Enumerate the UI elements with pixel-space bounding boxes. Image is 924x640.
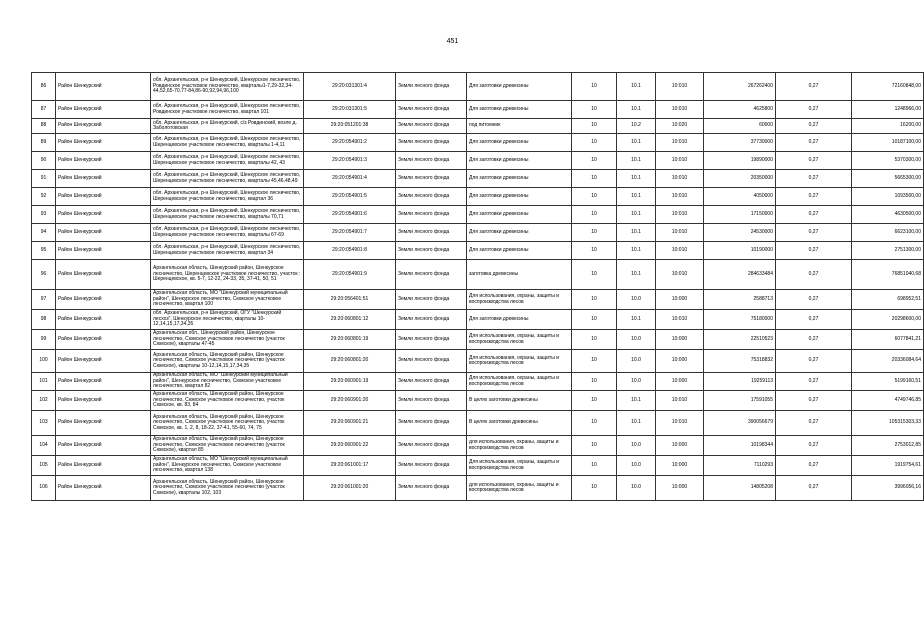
row-number: 88 <box>32 119 56 134</box>
subgroup-code-cell: 10.1 <box>617 101 656 119</box>
cadastral-value-cell: 20298600,00 <box>852 310 924 330</box>
rate-cell: 0,27 <box>776 310 852 330</box>
area-cell: 75318832 <box>704 350 776 373</box>
rate-cell: 0,27 <box>776 73 852 101</box>
permitted-use-cell: Для заготовки древесины <box>467 134 572 152</box>
permitted-use-cell: Для заготовки древесины <box>467 310 572 330</box>
area-cell: 14805208 <box>704 476 776 501</box>
row-number: 94 <box>32 224 56 242</box>
land-category-cell: Земли лесного фонда <box>396 119 467 134</box>
subgroup-code-cell: 10.0 <box>617 373 656 391</box>
use-code-cell: 10:010 <box>656 260 704 290</box>
cadastral-value-cell: 5199160,51 <box>852 373 924 391</box>
subgroup-code-cell: 10.1 <box>617 170 656 188</box>
address-cell: обл. Архангельская, р-н Шенкурский, Шенкурское лесничество, Шеренцевское участковое лесничество, кварталы 45,46,48,49 <box>151 170 304 188</box>
use-code-cell: 10:000 <box>656 436 704 456</box>
land-category-cell: Земли лесного фонда <box>396 290 467 310</box>
subgroup-code-cell: 10.1 <box>617 188 656 206</box>
row-number: 102 <box>32 391 56 411</box>
address-cell: Архангельская область, МО "Шенкурский муниципальный район", Шенкурское лесничество, Сюмское участковое лесничество, квартал 82 <box>151 373 304 391</box>
land-category-cell: Земли лесного фонда <box>396 224 467 242</box>
cadastral-value-cell: 76851040,68 <box>852 260 924 290</box>
group-code-cell: 10 <box>572 436 617 456</box>
row-number: 103 <box>32 411 56 436</box>
permitted-use-cell: заготовка древесины <box>467 260 572 290</box>
rate-cell: 0,27 <box>776 119 852 134</box>
row-number: 92 <box>32 188 56 206</box>
use-code-cell: 10:000 <box>656 330 704 350</box>
cadastral-value-cell: 5370300,00 <box>852 152 924 170</box>
permitted-use-cell: для использования, охраны, защиты и воспроизводства лесов <box>467 476 572 501</box>
table-row <box>32 101 924 119</box>
group-code-cell: 10 <box>572 170 617 188</box>
table-row <box>32 73 924 101</box>
rate-cell: 0,27 <box>776 170 852 188</box>
group-code-cell: 10 <box>572 373 617 391</box>
rate-cell: 0,27 <box>776 350 852 373</box>
table-row <box>32 119 924 134</box>
land-category-cell: Земли лесного фонда <box>396 350 467 373</box>
area-cell: 60000 <box>704 119 776 134</box>
address-cell: Архангельская обл., Шенкурский район, Шенкурское лесничество, Сюмское участковое лесничество (участок Сюмское), кварталы 47-45 <box>151 330 304 350</box>
table-row <box>32 206 924 224</box>
group-code-cell: 10 <box>572 134 617 152</box>
area-cell: 37730000 <box>704 134 776 152</box>
use-code-cell: 10:010 <box>656 101 704 119</box>
district-cell: Район Шенкурский <box>56 310 151 330</box>
cadastral-number-cell: 29:20:056401:51 <box>304 290 396 310</box>
rate-cell: 0,27 <box>776 373 852 391</box>
district-cell: Район Шенкурский <box>56 411 151 436</box>
address-cell: Архангельская область, МО "Шенкурский муниципальный район", Шенкурское лесничество, Сюмское участковое лесничество, квартал 100 <box>151 290 304 310</box>
page-number: 451 <box>446 38 459 45</box>
table-row <box>32 290 924 310</box>
permitted-use-cell: Для заготовки древесины <box>467 101 572 119</box>
cadastral-value-cell: 20336084,64 <box>852 350 924 373</box>
subgroup-code-cell: 10.1 <box>617 391 656 411</box>
cadastral-value-cell: 5665300,00 <box>852 170 924 188</box>
rate-cell: 0,27 <box>776 101 852 119</box>
table-row <box>32 260 924 290</box>
land-category-cell: Земли лесного фонда <box>396 134 467 152</box>
table-row <box>32 350 924 373</box>
cadastral-value-cell: 16200,00 <box>852 119 924 134</box>
group-code-cell: 10 <box>572 224 617 242</box>
subgroup-code-cell: 10.1 <box>617 224 656 242</box>
cadastral-number-cell: 29:20:060901:21 <box>304 411 396 436</box>
rate-cell: 0,27 <box>776 224 852 242</box>
row-number: 96 <box>32 260 56 290</box>
permitted-use-cell: для использования, охраны, защиты и воспроизводства лесов <box>467 436 572 456</box>
use-code-cell: 10:010 <box>656 411 704 436</box>
cadastral-number-cell: 29:20:031301:5 <box>304 101 396 119</box>
area-cell: 267262400 <box>704 73 776 101</box>
land-category-cell: Земли лесного фонда <box>396 101 467 119</box>
district-cell: Район Шенкурский <box>56 391 151 411</box>
district-cell: Район Шенкурский <box>56 373 151 391</box>
cadastral-number-cell: 29:20:060901:19 <box>304 373 396 391</box>
cadastral-value-cell: 4749746,85 <box>852 391 924 411</box>
table-row <box>32 242 924 260</box>
district-cell: Район Шенкурский <box>56 101 151 119</box>
rate-cell: 0,27 <box>776 476 852 501</box>
subgroup-code-cell: 10.1 <box>617 206 656 224</box>
cadastral-number-cell: 29:20:060801:19 <box>304 330 396 350</box>
group-code-cell: 10 <box>572 188 617 206</box>
subgroup-code-cell: 10.0 <box>617 476 656 501</box>
table-row <box>32 188 924 206</box>
address-cell: обл. Архангельская, р-н Шенкурский, Шенкурское лесничество, Шеренцевское участковое лесничество, квартал 34 <box>151 242 304 260</box>
cadastral-value-cell: 6623100,00 <box>852 224 924 242</box>
rate-cell: 0,27 <box>776 134 852 152</box>
cadastral-value-cell: 698952,51 <box>852 290 924 310</box>
permitted-use-cell: Для использования, охраны, защиты и воспроизводства лесов <box>467 350 572 373</box>
subgroup-code-cell: 10.0 <box>617 456 656 476</box>
district-cell: Район Шенкурский <box>56 119 151 134</box>
district-cell: Район Шенкурский <box>56 188 151 206</box>
district-cell: Район Шенкурский <box>56 170 151 188</box>
area-cell: 10198344 <box>704 436 776 456</box>
cadastral-number-cell: 29:20:054901:7 <box>304 224 396 242</box>
group-code-cell: 10 <box>572 456 617 476</box>
land-category-cell: Земли лесного фонда <box>396 436 467 456</box>
cadastral-number-cell: 29:20:061001:20 <box>304 476 396 501</box>
use-code-cell: 10:010 <box>656 170 704 188</box>
area-cell: 4625800 <box>704 101 776 119</box>
rate-cell: 0,27 <box>776 152 852 170</box>
land-category-cell: Земли лесного фонда <box>396 330 467 350</box>
use-code-cell: 10:010 <box>656 73 704 101</box>
cadastral-value-cell: 3996056,16 <box>852 476 924 501</box>
area-cell: 284633484 <box>704 260 776 290</box>
cadastral-value-cell: 2753012,85 <box>852 436 924 456</box>
area-cell: 24530000 <box>704 224 776 242</box>
subgroup-code-cell: 10.0 <box>617 350 656 373</box>
row-number: 95 <box>32 242 56 260</box>
rate-cell: 0,27 <box>776 330 852 350</box>
table-row <box>32 224 924 242</box>
rate-cell: 0,27 <box>776 436 852 456</box>
cadastral-value-cell: 4630500,00 <box>852 206 924 224</box>
subgroup-code-cell: 10.0 <box>617 290 656 310</box>
cadastral-number-cell: 29:20:054901:2 <box>304 134 396 152</box>
land-category-cell: Земли лесного фонда <box>396 476 467 501</box>
address-cell: Архангельская область, МО "Шенкурский муниципальный район", Шенкурское лесничество, Сюмское участковое лесничество, квартал 138 <box>151 456 304 476</box>
permitted-use-cell: Для заготовки древесины <box>467 170 572 188</box>
use-code-cell: 10:000 <box>656 476 704 501</box>
cadastral-number-cell: 29:20:060801:20 <box>304 350 396 373</box>
district-cell: Район Шенкурский <box>56 260 151 290</box>
district-cell: Район Шенкурский <box>56 436 151 456</box>
cadastral-number-cell: 29:20:054901:8 <box>304 242 396 260</box>
cadastral-number-cell: 29:20:054901:4 <box>304 170 396 188</box>
row-number: 86 <box>32 73 56 101</box>
cadastral-number-cell: 29:20:031301:4 <box>304 73 396 101</box>
land-category-cell: Земли лесного фонда <box>396 206 467 224</box>
address-cell: Архангельская область, Шенкурский район, Шенкурское лесничество, Сюмское участковое лесничество (участок Сюмское), кварталы 10-12,14,15,17,34,35 <box>151 350 304 373</box>
permitted-use-cell: Для заготовки древесины <box>467 152 572 170</box>
land-category-cell: Земли лесного фонда <box>396 170 467 188</box>
subgroup-code-cell: 10.1 <box>617 310 656 330</box>
permitted-use-cell: Для заготовки древесины <box>467 206 572 224</box>
cadastral-value-cell: 105315303,33 <box>852 411 924 436</box>
rate-cell: 0,27 <box>776 206 852 224</box>
district-cell: Район Шенкурский <box>56 456 151 476</box>
land-category-cell: Земли лесного фонда <box>396 310 467 330</box>
group-code-cell: 10 <box>572 350 617 373</box>
district-cell: Район Шенкурский <box>56 152 151 170</box>
row-number: 90 <box>32 152 56 170</box>
land-category-cell: Земли лесного фонда <box>396 411 467 436</box>
cadastral-value-cell: 10187100,00 <box>852 134 924 152</box>
group-code-cell: 10 <box>572 119 617 134</box>
table-row <box>32 330 924 350</box>
address-cell: обл. Архангельская, р-н Шенкурский, с/з Ровдинский, возле д. Заболотовская <box>151 119 304 134</box>
subgroup-code-cell: 10.1 <box>617 411 656 436</box>
area-cell: 17150000 <box>704 206 776 224</box>
address-cell: Архангельская область, Шенкурский район, Шенкурское лесничество, Сюмское участковое лесничество, участок Сюмское, кв. 83, 84 <box>151 391 304 411</box>
rate-cell: 0,27 <box>776 242 852 260</box>
land-category-cell: Земли лесного фонда <box>396 188 467 206</box>
district-cell: Район Шенкурский <box>56 206 151 224</box>
use-code-cell: 10:010 <box>656 134 704 152</box>
permitted-use-cell: Для заготовки древесины <box>467 224 572 242</box>
area-cell: 19890000 <box>704 152 776 170</box>
table-body <box>32 73 924 501</box>
land-category-cell: Земли лесного фонда <box>396 391 467 411</box>
cadastral-value-cell: 1093500,00 <box>852 188 924 206</box>
address-cell: обл. Архангельская, р-н Шенкурский, Шенкурское лесничество, Шеренцевское участковое лесничество, кварталы 70,71 <box>151 206 304 224</box>
address-cell: Архангельская область, Шенкурский район, Шенкурское лесничество, Сюмское участковое лесничество (участок Сюмское), кварталы 102, 103 <box>151 476 304 501</box>
cadastral-number-cell: 29:20:060901:22 <box>304 436 396 456</box>
group-code-cell: 10 <box>572 242 617 260</box>
cadastral-number-cell: 29:20:051201:38 <box>304 119 396 134</box>
permitted-use-cell: В целях заготовки древесины <box>467 411 572 436</box>
group-code-cell: 10 <box>572 260 617 290</box>
rate-cell: 0,27 <box>776 411 852 436</box>
rate-cell: 0,27 <box>776 456 852 476</box>
land-category-cell: Земли лесного фонда <box>396 152 467 170</box>
permitted-use-cell: В целях заготовки древесины <box>467 391 572 411</box>
use-code-cell: 10:000 <box>656 290 704 310</box>
table-row <box>32 373 924 391</box>
land-category-cell: Земли лесного фонда <box>396 456 467 476</box>
rate-cell: 0,27 <box>776 391 852 411</box>
use-code-cell: 10:010 <box>656 224 704 242</box>
area-cell: 20350000 <box>704 170 776 188</box>
subgroup-code-cell: 10.1 <box>617 152 656 170</box>
cadastral-number-cell: 29:20:054901:6 <box>304 206 396 224</box>
district-cell: Район Шенкурский <box>56 476 151 501</box>
permitted-use-cell: Для заготовки древесины <box>467 242 572 260</box>
permitted-use-cell: Для использования, охраны, защиты и воспроизводства лесов <box>467 456 572 476</box>
area-cell: 22510523 <box>704 330 776 350</box>
permitted-use-cell: Для использования, охраны, защиты и воспроизводства лесов <box>467 373 572 391</box>
table-row <box>32 134 924 152</box>
district-cell: Район Шенкурский <box>56 290 151 310</box>
subgroup-code-cell: 10.1 <box>617 242 656 260</box>
rate-cell: 0,27 <box>776 188 852 206</box>
use-code-cell: 10:020 <box>656 119 704 134</box>
cadastral-number-cell: 29:20:054901:5 <box>304 188 396 206</box>
land-category-cell: Земли лесного фонда <box>396 73 467 101</box>
subgroup-code-cell: 10.0 <box>617 436 656 456</box>
use-code-cell: 10:010 <box>656 206 704 224</box>
cadastral-number-cell: 29:20:054901:3 <box>304 152 396 170</box>
row-number: 91 <box>32 170 56 188</box>
use-code-cell: 10:010 <box>656 310 704 330</box>
row-number: 97 <box>32 290 56 310</box>
rate-cell: 0,27 <box>776 260 852 290</box>
cadastral-value-cell: 1248966,00 <box>852 101 924 119</box>
district-cell: Район Шенкурский <box>56 73 151 101</box>
group-code-cell: 10 <box>572 73 617 101</box>
cadastral-value-cell: 72160848,00 <box>852 73 924 101</box>
use-code-cell: 10:010 <box>656 242 704 260</box>
table-row <box>32 152 924 170</box>
row-number: 104 <box>32 436 56 456</box>
area-cell: 4050000 <box>704 188 776 206</box>
address-cell: обл. Архангельская, р-н Шенкурский, Шенкурское лесничество, Шеренцевское участковое лесничество, квартал 36 <box>151 188 304 206</box>
row-number: 106 <box>32 476 56 501</box>
use-code-cell: 10:000 <box>656 456 704 476</box>
group-code-cell: 10 <box>572 290 617 310</box>
use-code-cell: 10:010 <box>656 152 704 170</box>
address-cell: Архангельская область, Шенкурский район, Шенкурское лесничество, Сюмское участковое лесничество, участок Сюмское, кв. 1, 2, 8, 18-22, 37-41, 55-60, 74, 75 <box>151 411 304 436</box>
district-cell: Район Шенкурский <box>56 134 151 152</box>
table-row <box>32 456 924 476</box>
address-cell: обл. Архангельская, р-н Шенкурский, Шенкурское лесничество, Шеренцевское участковое лесничество, кварталы 1-4,11 <box>151 134 304 152</box>
use-code-cell: 10:010 <box>656 188 704 206</box>
cadastral-number-cell: 29:20:060901:20 <box>304 391 396 411</box>
row-number: 99 <box>32 330 56 350</box>
district-cell: Район Шенкурский <box>56 242 151 260</box>
use-code-cell: 10:010 <box>656 391 704 411</box>
permitted-use-cell: Для заготовки древесины <box>467 73 572 101</box>
permitted-use-cell: под питомник <box>467 119 572 134</box>
district-cell: Район Шенкурский <box>56 224 151 242</box>
address-cell: Архангельская область, Шенкурский район, Шенкурское лесничество, Сюмское участковое лесничество (участок Сюмское), квартал 85 <box>151 436 304 456</box>
row-number: 105 <box>32 456 56 476</box>
area-cell: 2588713 <box>704 290 776 310</box>
district-cell: Район Шенкурский <box>56 330 151 350</box>
permitted-use-cell: Для заготовки древесины <box>467 188 572 206</box>
cadastral-number-cell: 29:20:054901:9 <box>304 260 396 290</box>
cadastral-number-cell: 29:20:061001:17 <box>304 456 396 476</box>
address-cell: обл. Архангельская, р-н Шенкурский, Шенкурское лесничество, Ровдинское участковое лесничество, квартал 101 <box>151 101 304 119</box>
subgroup-code-cell: 10.0 <box>617 330 656 350</box>
table-row <box>32 476 924 501</box>
address-cell: обл. Архангельская, р-н Шенкурский, ОГУ "Шенкурский лесхоз", Шенкурское лесничество, кварталы 10-12,14,15,17,34,35 <box>151 310 304 330</box>
group-code-cell: 10 <box>572 152 617 170</box>
land-category-cell: Земли лесного фонда <box>396 242 467 260</box>
row-number: 100 <box>32 350 56 373</box>
area-cell: 10190000 <box>704 242 776 260</box>
row-number: 98 <box>32 310 56 330</box>
land-category-cell: Земли лесного фонда <box>396 260 467 290</box>
use-code-cell: 10:000 <box>656 350 704 373</box>
row-number: 87 <box>32 101 56 119</box>
group-code-cell: 10 <box>572 391 617 411</box>
table-row <box>32 411 924 436</box>
group-code-cell: 10 <box>572 330 617 350</box>
group-code-cell: 10 <box>572 310 617 330</box>
group-code-cell: 10 <box>572 206 617 224</box>
permitted-use-cell: Для использования, охраны, защиты и воспроизводства лесов <box>467 290 572 310</box>
area-cell: 7110293 <box>704 456 776 476</box>
address-cell: обл. Архангельская, р-н Шенкурский, Шенкурское лесничество, Шеренцевское участковое лесничество, кварталы 67-69 <box>151 224 304 242</box>
rate-cell: 0,27 <box>776 290 852 310</box>
district-cell: Район Шенкурский <box>56 350 151 373</box>
subgroup-code-cell: 10.1 <box>617 134 656 152</box>
cadastral-number-cell: 29:20:060801:12 <box>304 310 396 330</box>
table-row <box>32 436 924 456</box>
area-cell: 75180000 <box>704 310 776 330</box>
land-category-cell: Земли лесного фонда <box>396 373 467 391</box>
address-cell: Архангельская область, Шенкурский район, Шенкурское лесничество, Шеренцевское участковое лесничество, участок : Шеренцевское, кв. 5-7, 12-22, 24-33, 35, 37-41, 50, 51 <box>151 260 304 290</box>
row-number: 101 <box>32 373 56 391</box>
group-code-cell: 10 <box>572 411 617 436</box>
cadastral-value-cell: 2751300,00 <box>852 242 924 260</box>
permitted-use-cell: Для использования, охраны, защиты и воспроизводства лесов <box>467 330 572 350</box>
table-row <box>32 391 924 411</box>
table-row <box>32 310 924 330</box>
group-code-cell: 10 <box>572 476 617 501</box>
row-number: 89 <box>32 134 56 152</box>
group-code-cell: 10 <box>572 101 617 119</box>
subgroup-code-cell: 10.2 <box>617 119 656 134</box>
cadastral-value-cell: 1919754,61 <box>852 456 924 476</box>
table-row <box>32 170 924 188</box>
area-cell: 390056679 <box>704 411 776 436</box>
subgroup-code-cell: 10.1 <box>617 260 656 290</box>
cadastral-value-cell: 6077841,21 <box>852 330 924 350</box>
area-cell: 17591055 <box>704 391 776 411</box>
address-cell: обл. Архангельская, р-н Шенкурский, Шенкурское лесничество, Шеренцевское участковое лесничество, кварталы 42, 43 <box>151 152 304 170</box>
subgroup-code-cell: 10.1 <box>617 73 656 101</box>
cadastral-table <box>31 72 924 501</box>
area-cell: 19259113 <box>704 373 776 391</box>
use-code-cell: 10:000 <box>656 373 704 391</box>
address-cell: обл. Архангельская, р-н Шенкурский, Шенкурское лесничество, Ровдинское участковое лесничество, кварталы1-7,29-32,34-44,52,65-70,77-84,86-90,92,94,96,100 <box>151 73 304 101</box>
row-number: 93 <box>32 206 56 224</box>
